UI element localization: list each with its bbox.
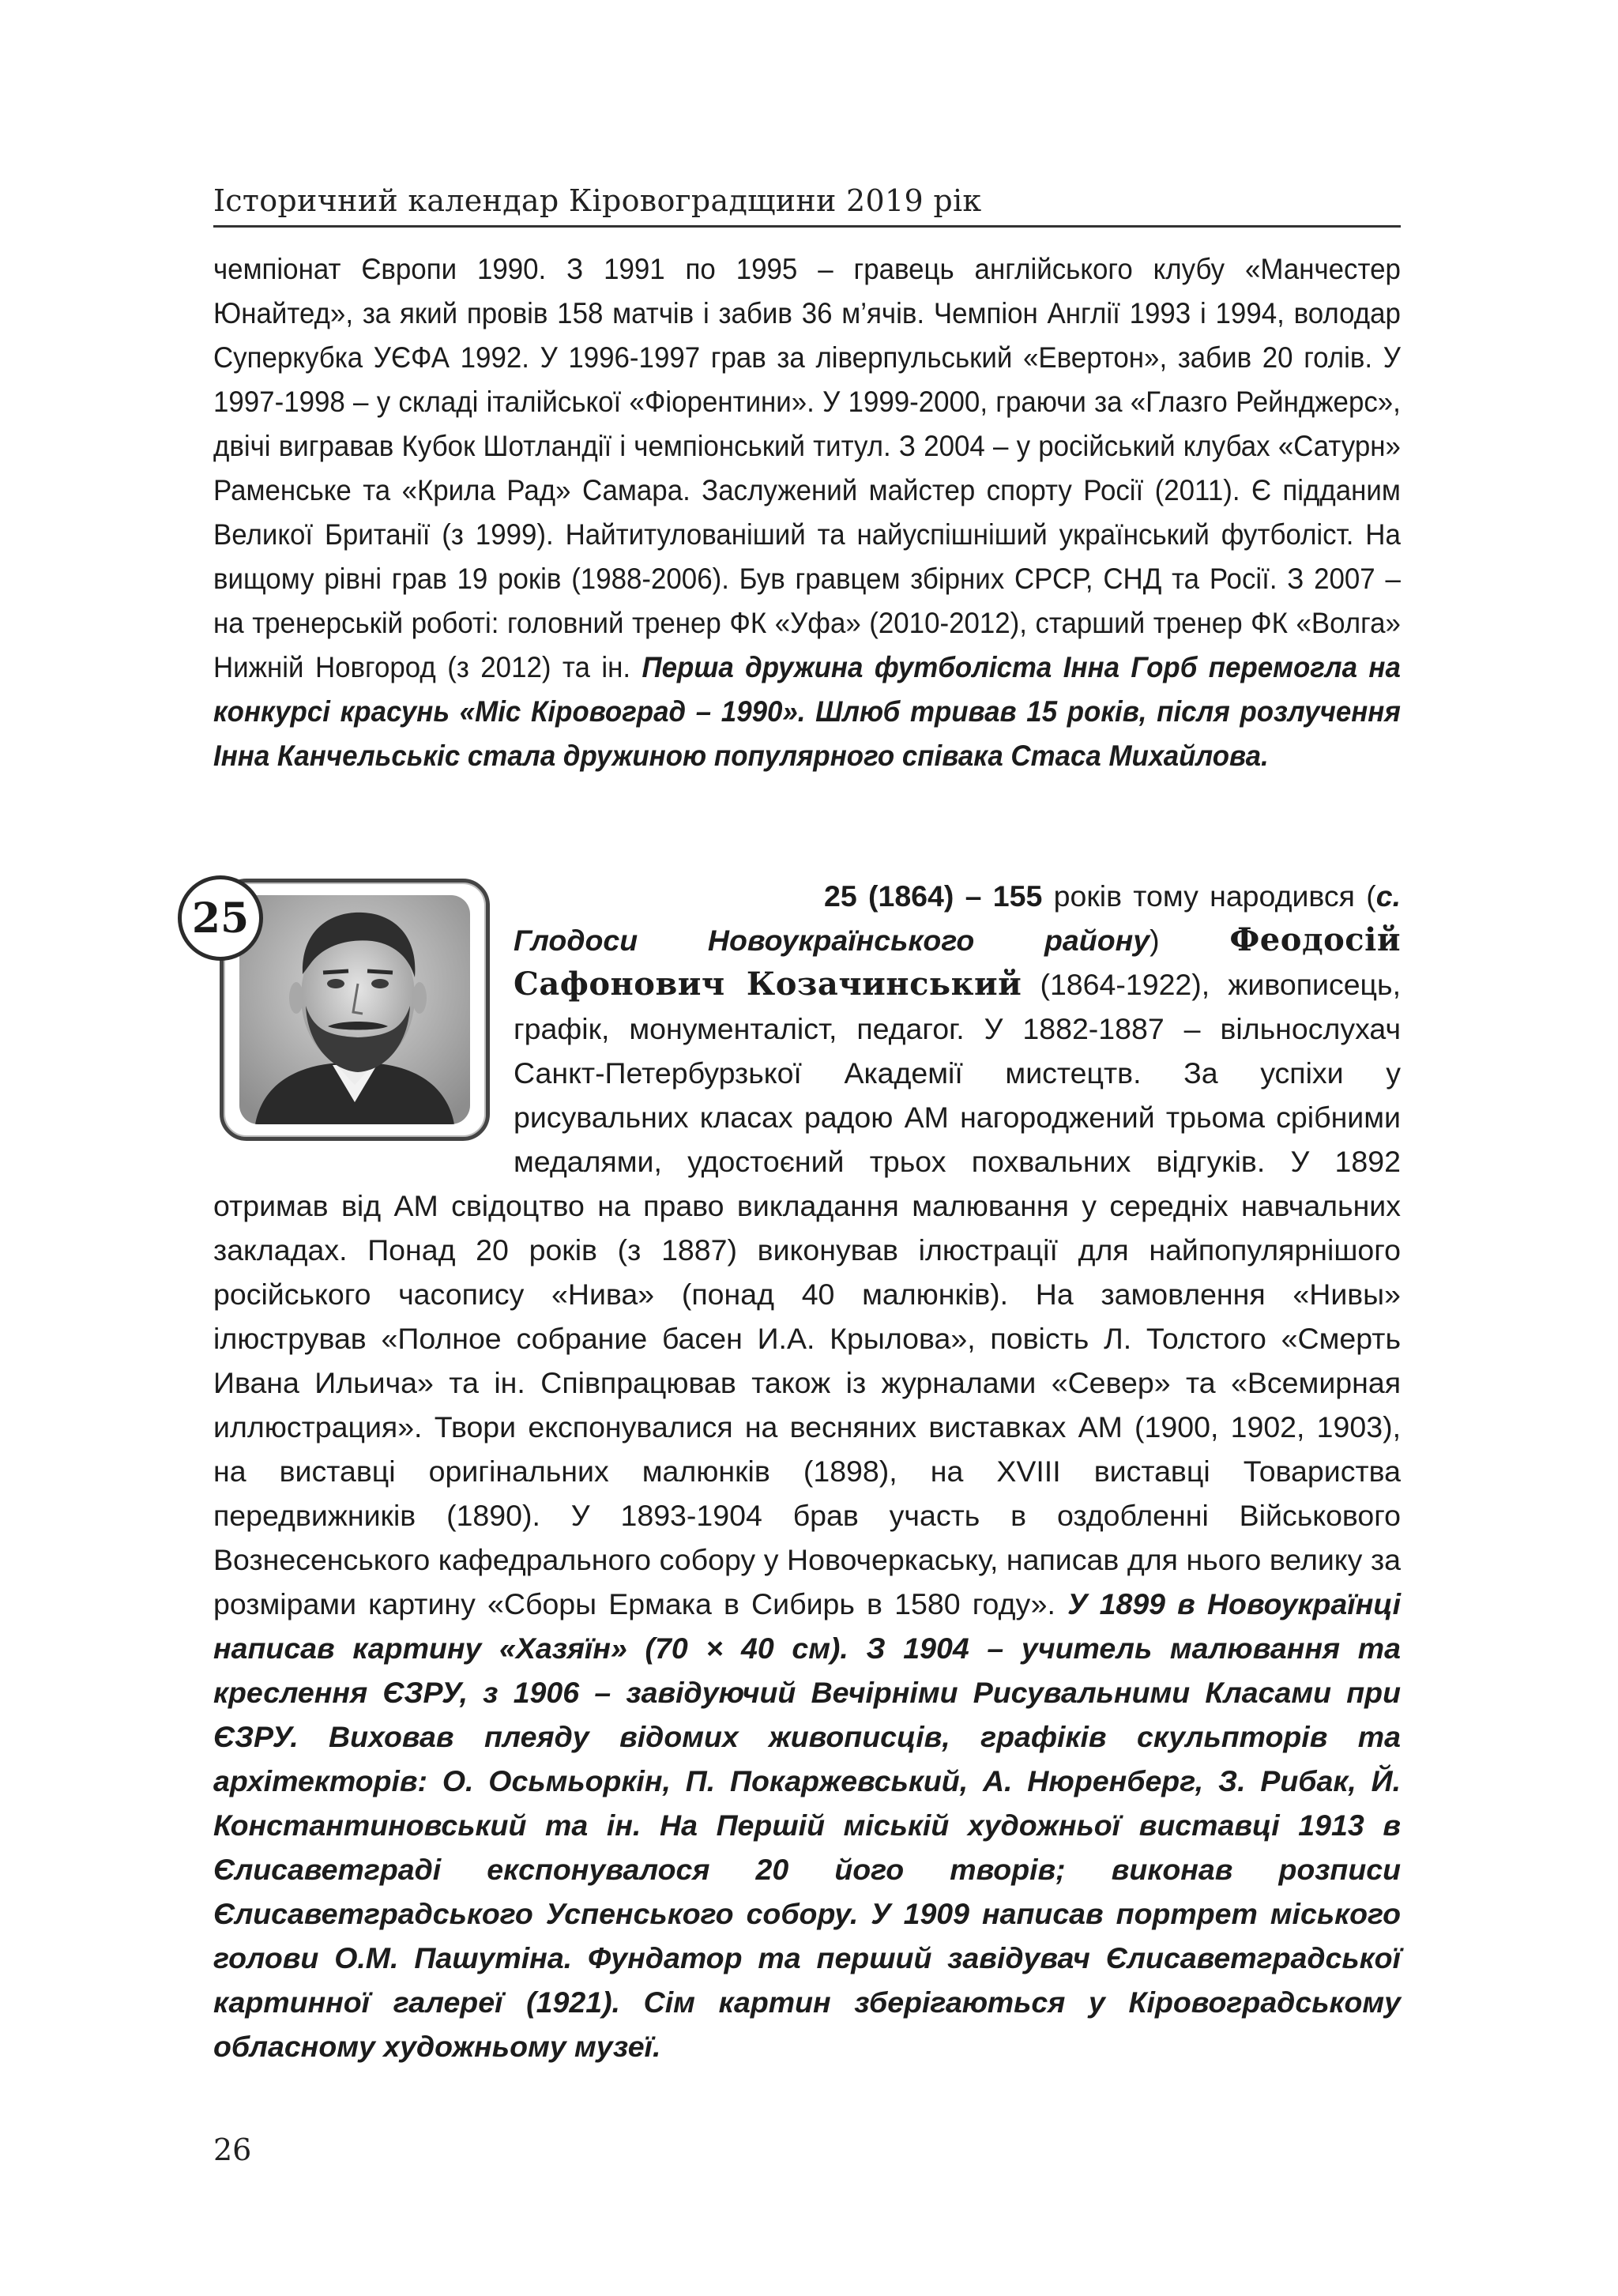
- entry-anniversary-text: років тому народився (: [1053, 879, 1376, 913]
- entry-place-close: ): [1150, 924, 1160, 957]
- intro-text: чемпіонат Європи 1990. З 1991 по 1995 – гравець англійського клубу «Манчестер Юнайтед», за який провів 158 матчів і забив 36 м’ячів. Чемпіон Англії 1993 і 1994, володар Суперкубка УЄФА 1992. У 1996-1997 грав за ліверпульський «Евертон», забив 20 голів. У 1997-1998 – у складі італійської «Фіорентини». У 1999-2000, граючи за «Глазго Рейнджерс», двічі вигравав Кубок Шотландії і чемпіонський титул. З 2004 – у російський клубах «Сатурн» Раменське та «Крила Рад» Самара. Заслужений майстер спорту Росії (2011). Є підданим Великої Британії (з 1999). Найтитулованіший та найуспішніший український футболіст. На вищому рівні грав 19 років (1988-2006). Був гравцем збірних СРСР, СНД та Росії. З 2007 – на тренерській роботі: головний тренер ФК «Уфа» (2010-2012), старший тренер ФК «Волга» Нижній Новгород (з 2012) та ін.: [213, 252, 1401, 683]
- entry-emphasis: У 1899 в Новоукраїнці написав картину «Хазяїн» (70 × 40 см). З 1904 – учитель малювання та креслення ЄЗРУ, з 1906 – завідуючий Вечірніми Рисувальними Класами при ЄЗРУ. Виховав плеяду відомих живописців, графіків скульпторів та архітекторів: О. Осьмьоркін, П. Покаржевський, А. Нюренберг, З. Рибак, Й. Константиновський та ін. На Першій міській художньої виставці 1913 в Єлисаветграді експонувалося 20 його творів; виконав розписи Єлисаветградського Успенського собору. У 1909 написав портрет міського голови О.М. Пашутіна. Фундатор та перший завідувач Єлисаветградської картинної галереї (1921). Сім картин зберігаються у Кіровоградському обласному художньому музеї.: [213, 1587, 1401, 2063]
- header-rule: [213, 225, 1401, 228]
- intro-emphasis: Перша дружина футболіста Інна Горб перемогла на конкурсі красунь «Міс Кіровоград – 1990». Шлюб тривав 15 років, після розлучення Інна Канчельськіс стала дружиною популярного співака Стаса Михайлова.: [213, 650, 1401, 772]
- entry-text: (1864-1922), живописець, графік, монументаліст, педагог. У 1882-1887 – вільнослухач Санкт-Петербурзької Академії мистецтв. За успіхи у рисувальних класах радою АМ нагороджений трьома срібними медалями, удостоєний трьох похвальних відгуків. У 1892 отримав від АМ свідоцтво на право викладання малювання у середніх навчальних закладах. Понад 20 років (з 1887) виконував ілюстрації для найпопулярнішого російського часопису «Нива» (понад 40 малюнків). На замовлення «Нивы» ілюстрував «Полное собрание басен И.А. Крылова», повість Л. Толстого «Смерть Ивана Ильича» та ін. Співпрацював також із журналами «Север» та «Всемирная иллюстрация». Твори експонувалися на весняних виставках АМ (1900, 1902, 1903), на виставці оригінальних малюнків (1898), на XVIII виставці Товариства передвижників (1890). У 1893-1904 брав участь в оздобленні Військового Вознесенського кафедрального собору у Новочеркаську, написав для нього велику за розмірами картину «Сборы Ермака в Сибирь в 1580 году».: [213, 968, 1401, 1620]
- entry-day-badge: 25: [178, 875, 263, 961]
- entry-paragraph: [213, 874, 1401, 2068]
- entry-place: с. Глодоси Новоукраїнського району: [514, 879, 1402, 957]
- entry-person-name: Феодосій Сафонович Козачинський: [514, 921, 1401, 1003]
- intro-paragraph: [213, 247, 1401, 777]
- page-number: 26: [213, 2132, 252, 2167]
- running-header: Історичний календар Кіровоградщини 2019 рік: [213, 183, 982, 218]
- entry-date: 25 (1864) – 155: [824, 879, 1043, 913]
